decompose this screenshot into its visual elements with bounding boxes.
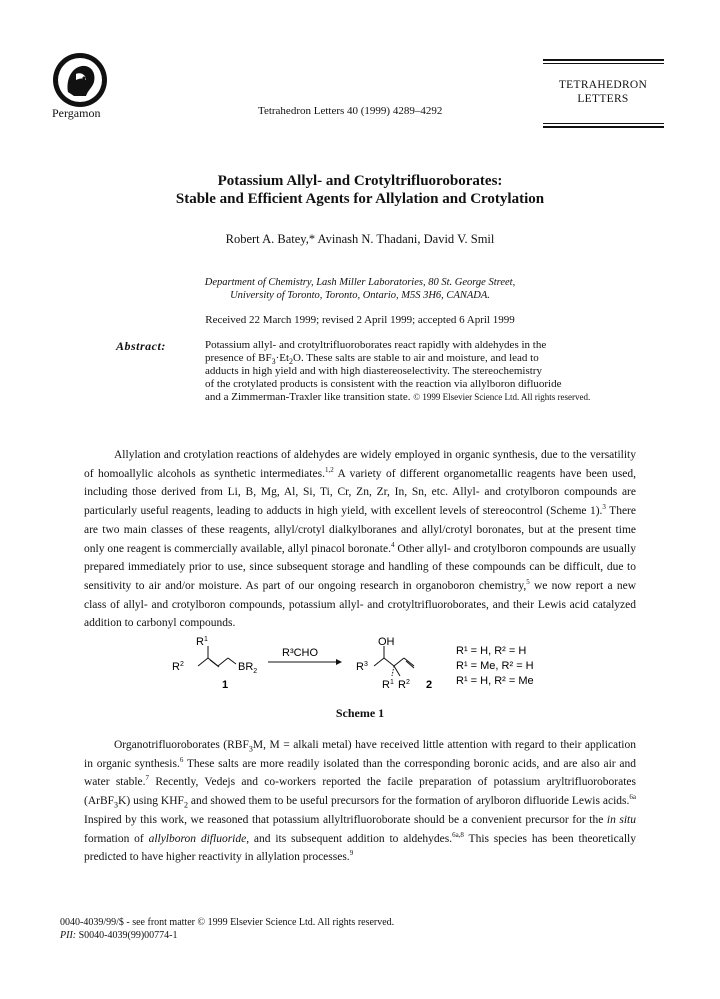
paragraph-text: Allylation and crotylation reactions of aldehydes are widely employed in organic synthesis, due to the versatility of homoallylic alcohols as synthetic intermediates.$^{1,2}$ A variety of different organometallic reagents have been used, including those derived from Li, B, Mg, Al, Si, Ti, Cr, Zn, Zr, In, Sn, etc. Allyl- and crotylboron compounds are particularly useful reagents, leading to adducts in high yield, with excellent levels of stereocontrol (Scheme 1).$^3$ There are two main classes of these reagents, allyl/crotyl dialkylboranes and allyl/crotyl boronates, but at the present time only one reagent is commercially available, allyl pinacol boronate.$^4$ Other allyl- and crotylboron compounds are usually prepared immediately prior to use, since subsequent storage and handling of these compounds can be difficult, due to sensitivity to air and/or moisture. As part of our ongoing research in organoboron chemistry,$^5$ we now report a new class of allyl- and crotylboron compounds, potassium allyl- and crotyltrifluoroborates, and their Lewis acid catalyzed addition to carbonyl compounds. bbox=[84, 449, 637, 630]
condition-2: R¹ = Me, R² = H bbox=[456, 660, 534, 672]
reactant-number: 1 bbox=[222, 679, 229, 691]
header-rule-bottom-2 bbox=[543, 126, 664, 128]
title-line1: Potassium Allyl- and Crotyltrifluoroborates: bbox=[217, 173, 503, 189]
condition-3: R¹ = H, R² = Me bbox=[456, 675, 534, 687]
author-list: Robert A. Batey,* Avinash N. Thadani, David V. Smil bbox=[225, 232, 495, 246]
journal-citation: Tetrahedron Letters 40 (1999) 4289–4292 bbox=[258, 105, 443, 117]
copyright-notice: © 1999 Elsevier Science Ltd. All rights reserved. bbox=[413, 392, 591, 402]
footer-copyright: 0040-4039/99/$ - see front matter © 1999 Elsevier Science Ltd. All rights reserved. bbox=[60, 917, 395, 928]
affiliation bbox=[60, 276, 660, 302]
body-paragraph-1 bbox=[84, 446, 636, 633]
product-r3-label: $R^3$ bbox=[356, 661, 368, 673]
journal-name-line1: TETRAHEDRON bbox=[558, 79, 648, 91]
header-rule-bottom bbox=[543, 123, 664, 124]
affiliation-line2: University of Toronto, Toronto, Ontario, M5S 3H6, CANADA. bbox=[230, 290, 490, 301]
reagent-label: R³CHO bbox=[282, 647, 319, 659]
abstract-line: and a Zimmerman-Traxler like transition state. © 1999 Elsevier Science Ltd. All rights reserved. bbox=[205, 391, 591, 403]
journal-name-line2: LETTERS bbox=[577, 93, 629, 105]
paragraph-text: Organotrifluoroborates ($RBF_3M$, M = alkali metal) have received little attention with regard to their application in organic synthesis.$^6$ These salts are more readily isolated than the corresponding boronic acids, and are also air and water stable.$^7$ Recently, Vedejs and co-workers reported the facile preparation of potassium aryltrifluoroborates (ArBF$_3$K) using $KHF_2$ and showed them to be useful precursors for the formation of arylboron difluoride Lewis acids.$^{6a}$ Inspired by this work, we reasoned that potassium allyltrifluoroborate should be a convenient precursor for the in situ formation of allylboron difluoride, and its subsequent addition to aldehydes.$^{6a,8}$ This species has been theoretically predicted to have higher reactivity in allylation processes.$^9$ bbox=[84, 739, 637, 864]
abstract-text bbox=[205, 339, 645, 404]
title-line2: Stable and Efficient Agents for Allylation and Crotylation bbox=[175, 191, 545, 207]
abstract-line: Potassium allyl- and crotyltrifluoroborates react rapidly with aldehydes in the bbox=[205, 339, 547, 351]
scheme-1-svg bbox=[164, 636, 684, 716]
scheme-caption: Scheme 1 bbox=[335, 706, 385, 720]
reactant-br2-label: $BR_2$ bbox=[238, 661, 258, 675]
scheme-1-diagram bbox=[164, 636, 684, 716]
header-rule-top-2 bbox=[543, 63, 664, 64]
abstract-line: adducts in high yield and with high diastereoselectivity. The stereochemistry bbox=[205, 365, 542, 377]
affiliation-line1: Department of Chemistry, Lash Miller Laboratories, 80 St. George Street, bbox=[204, 277, 516, 288]
footer bbox=[60, 916, 394, 942]
abstract-line: of the crotylated products is consistent with the reaction via allylboron difluoride bbox=[205, 378, 562, 390]
publisher-name: Pergamon bbox=[52, 106, 101, 120]
received-dates: Received 22 March 1999; revised 2 April 1999; accepted 6 April 1999 bbox=[205, 314, 515, 326]
header-rule-top bbox=[543, 59, 664, 61]
journal-name bbox=[548, 78, 658, 106]
reactant-r2-label: $R^2$ bbox=[172, 661, 184, 673]
condition-1: R¹ = H, R² = H bbox=[456, 645, 527, 657]
product-r1-label: $R^1$ bbox=[382, 679, 394, 691]
product-r2-label: $R^2$ bbox=[398, 679, 410, 691]
reactant-r1-label: $R^1$ bbox=[196, 636, 208, 648]
product-number: 2 bbox=[426, 679, 433, 691]
body-paragraph-2 bbox=[84, 736, 636, 867]
product-oh-label: OH bbox=[378, 636, 395, 648]
publisher-logo bbox=[52, 52, 108, 108]
article-title bbox=[60, 172, 660, 208]
footer-pii: PII: S0040-4039(99)00774-1 bbox=[60, 930, 178, 941]
abstract-label: Abstract: bbox=[116, 339, 166, 353]
abstract-line: presence of $BF_3\cdot Et_2O$. These salts are stable to air and moisture, and lead to bbox=[205, 352, 539, 367]
